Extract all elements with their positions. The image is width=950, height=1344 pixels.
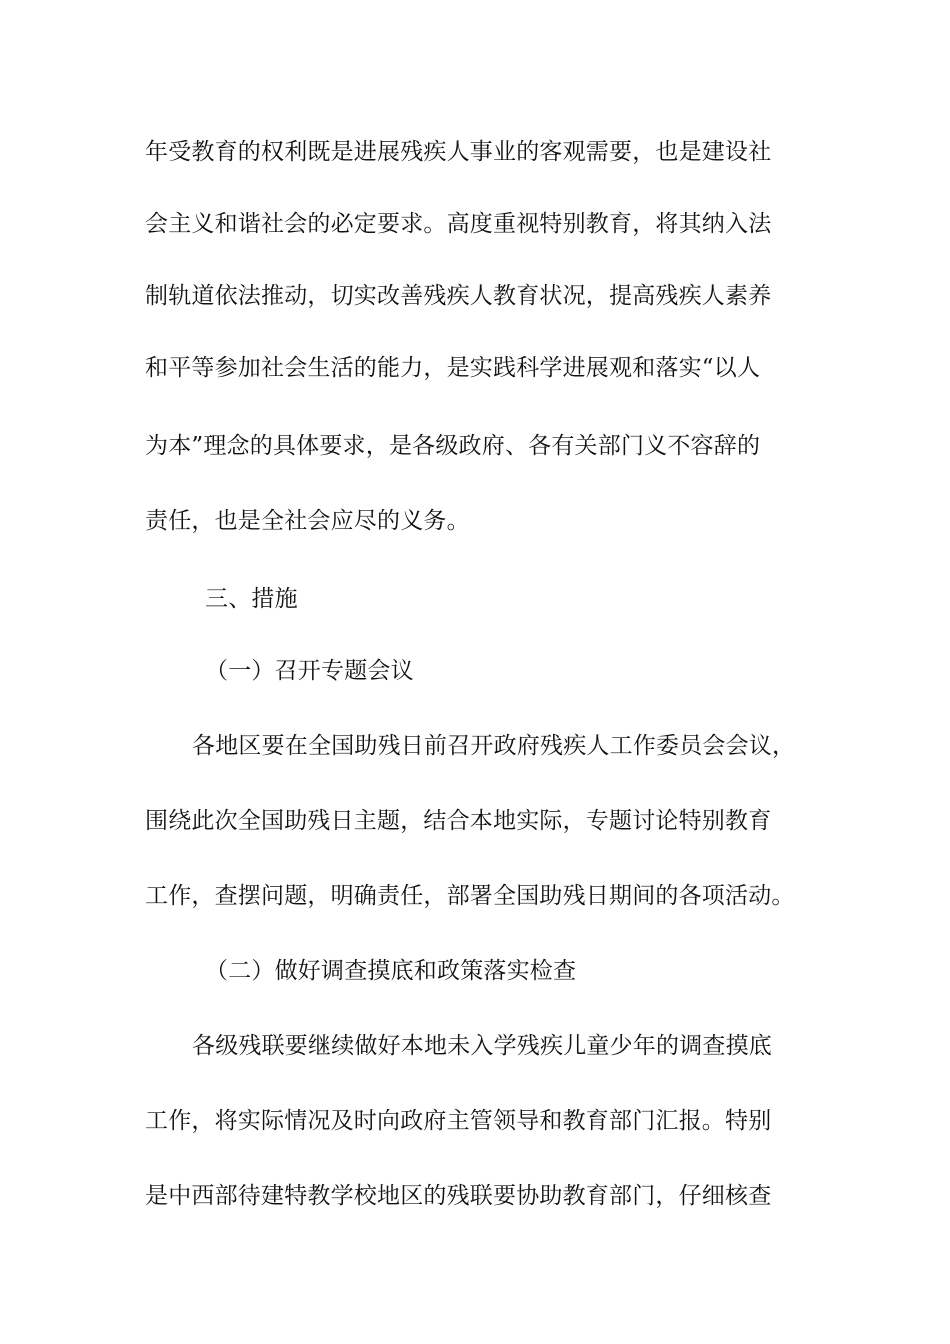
paragraph-line: 责任，也是全社会应尽的义务。 (145, 508, 470, 534)
paragraph-line: 是中西部待建特教学校地区的残联要协助教育部门，仔细核查 (145, 1183, 772, 1209)
subsection-heading: （一）召开专题会议 (205, 658, 414, 684)
section-heading: 三、措施 (205, 586, 298, 612)
paragraph-line: 工作，将实际情况及时向政府主管领导和教育部门汇报。特别 (145, 1108, 772, 1134)
paragraph-line: 会主义和谐社会的必定要求。高度重视特别教育，将其纳入法 (145, 211, 772, 237)
paragraph-line: 和平等参加社会生活的能力，是实践科学进展观和落实“以人 (145, 355, 761, 381)
paragraph-line: 围绕此次全国助残日主题，结合本地实际，专题讨论特别教育 (145, 808, 772, 834)
paragraph-line: 工作，查摆问题，明确责任，部署全国助残日期间的各项活动。 (145, 883, 795, 909)
paragraph-line: 为本”理念的具体要求，是各级政府、各有关部门义不容辞的 (145, 433, 761, 459)
paragraph-line: 年受教育的权利既是进展残疾人事业的客观需要，也是建设社 (145, 139, 772, 165)
subsection-heading: （二）做好调查摸底和政策落实检查 (205, 958, 577, 984)
paragraph-line: 制轨道依法推动，切实改善残疾人教育状况，提高残疾人素养 (145, 283, 772, 309)
paragraph-line: 各级残联要继续做好本地未入学残疾儿童少年的调查摸底 (192, 1033, 772, 1059)
paragraph-line: 各地区要在全国助残日前召开政府残疾人工作委员会会议， (192, 733, 796, 759)
